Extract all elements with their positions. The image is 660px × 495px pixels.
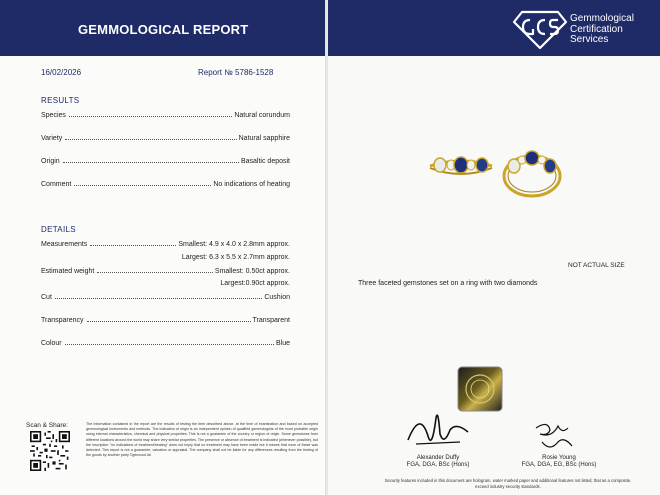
- signature-rosie-young: [528, 418, 584, 456]
- variety-value: Natural sapphire: [238, 135, 290, 142]
- report-date: 16/02/2026: [41, 68, 82, 77]
- origin-value: Basaltic deposit: [240, 158, 290, 165]
- ring-front-view: [430, 157, 492, 174]
- leader-dots: [65, 138, 236, 140]
- cut-label: Cut: [41, 294, 52, 301]
- measurements-label: Measurements: [41, 241, 88, 248]
- species-row: [41, 112, 290, 119]
- signer-1-name: Alexander Duffy: [416, 455, 460, 461]
- right-banner: [328, 0, 660, 56]
- weight-row: [41, 268, 290, 275]
- cut-value: Cushion: [264, 294, 290, 301]
- gcs-logo-icon: [512, 10, 568, 50]
- comment-value: No indications of heating: [213, 181, 290, 188]
- item-description: Three faceted gemstones set on a ring with two diamonds: [358, 280, 538, 287]
- leader-dots: [90, 244, 176, 246]
- comment-row: [41, 181, 290, 188]
- measurements-value: Smallest: 4.9 x 4.0 x 2.8mm approx.: [178, 241, 290, 248]
- weight-label: Estimated weight: [41, 268, 95, 275]
- leader-dots: [87, 320, 251, 322]
- comment-label: Comment: [41, 181, 72, 188]
- scan-share-label: Scan & Share:: [26, 422, 68, 429]
- report-left-page: [0, 0, 326, 495]
- report-right-page: [328, 0, 660, 495]
- ring-photo: [426, 148, 566, 204]
- leader-dots: [63, 161, 239, 163]
- measurements-row: [41, 241, 290, 248]
- signer-2-qualifications: FGA, DGA, EG, BSc (Hons): [521, 462, 597, 468]
- report-title: GEMMOLOGICAL REPORT: [78, 22, 249, 37]
- cut-row: [41, 294, 290, 301]
- colour-value: Blue: [275, 340, 290, 347]
- species-label: Species: [41, 112, 66, 119]
- security-note: Security features included in this document are hologram, water marked paper and additional features not listed, that as a composite, exceed industry security standards.: [384, 478, 632, 489]
- report-number: Report № 5786-1528: [198, 68, 274, 77]
- transparency-row: [41, 317, 290, 324]
- transparency-value: Transparent: [252, 317, 290, 324]
- qr-code[interactable]: [30, 431, 70, 471]
- weight-value: Smallest: 0.50ct approx.: [214, 268, 290, 275]
- signer-2-name: Rosie Young: [542, 455, 576, 461]
- origin-row: [41, 158, 290, 165]
- colour-row: [41, 340, 290, 347]
- leader-dots: [55, 297, 262, 299]
- leader-dots: [69, 115, 232, 117]
- colour-label: Colour: [41, 340, 62, 347]
- brand-line-2: Certification: [570, 23, 623, 35]
- ring-angled-view: [504, 151, 560, 196]
- species-value: Natural corundum: [234, 112, 290, 119]
- not-actual-size-note: NOT ACTUAL SIZE: [568, 262, 625, 269]
- leader-dots: [74, 184, 211, 186]
- variety-label: Variety: [41, 135, 63, 142]
- transparency-label: Transparency: [41, 317, 84, 324]
- signer-1-qualifications: FGA, DGA, BSc (Hons): [406, 462, 470, 468]
- left-banner: [0, 0, 326, 56]
- brand-name: [570, 14, 634, 46]
- signature-alexander-duffy: [398, 406, 478, 454]
- variety-row: [41, 135, 290, 142]
- disclaimer-text: The information contained in the report are the results of testing the item described above, at the time of examination and based on accepted gemmological instruments and methods. The indication of origin is an independent opinion of qualified gemmologists of the most probable origin using internal characteristics, chemical and physical properties. This is not a guarantee of the country or region of origin. Some gemstones from different locations around the world may share very similar properties. The presence or absence of treatment is indicated (whenever possible), but the inscription "no indications of treatment/heating" does not imply that no treatment may have been made but it means that none of these was detected. This report is not a guarantee, valuation or appraisal. The company shall not be liable for any differences resulting from the testing of the goods by another party ©gemcool.ltd: [86, 422, 318, 458]
- brand-line-1: Gemmological: [570, 13, 634, 24]
- origin-label: Origin: [41, 158, 60, 165]
- measurements-value-2: Largest: 6.3 x 5.5 x 2.7mm approx.: [181, 254, 290, 261]
- leader-dots: [65, 343, 274, 345]
- weight-value-2: Largest:0.90ct approx.: [220, 280, 290, 287]
- results-heading: RESULTS: [41, 96, 80, 105]
- details-heading: DETAILS: [41, 225, 76, 234]
- brand-line-3: Services: [570, 34, 609, 45]
- leader-dots: [97, 271, 213, 273]
